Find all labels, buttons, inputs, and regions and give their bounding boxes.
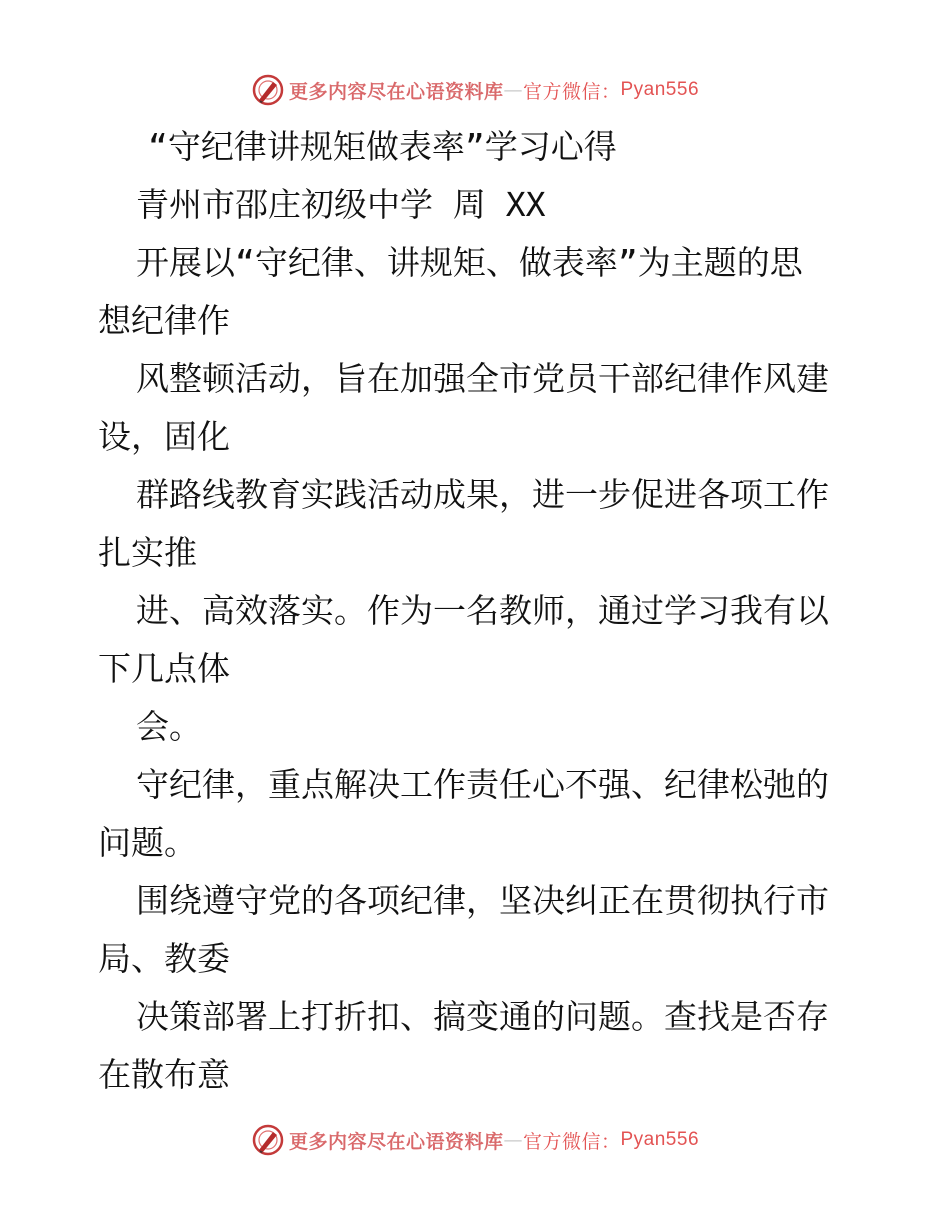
paragraph-line: 在散布意 [98,1055,230,1094]
paragraph-line: 进、高效落实。作为一名教师，通过学习我有以 [136,591,829,630]
paragraph-line: 想纪律作 [98,301,230,340]
banner-wechat-label: 官方微信： [522,80,621,103]
paragraph-line: 决策部署上打折扣、搞变通的问题。查找是否存 [136,997,829,1036]
banner-main-text: 更多内容尽在心语资料库 [288,1130,504,1153]
banner-wechat-id: Pyan556 [620,1129,700,1150]
document-author: 青州市邵庄初级中学 周 XX [136,185,546,224]
pen-logo-icon [251,1123,285,1157]
paragraph-line: 设，固化 [98,417,230,456]
paragraph-line: 开展以“守纪律、讲规矩、做表率”为主题的思 [136,243,803,282]
paragraph-line: 会。 [136,707,202,746]
paragraph-line: 围绕遵守党的各项纪律，坚决纠正在贯彻执行市 [136,881,829,920]
paragraph-line: 局、教委 [98,939,230,978]
banner-wechat-label: 官方微信： [522,1130,621,1153]
footer-banner[interactable] [0,1120,950,1160]
paragraph-line: 扎实推 [98,533,197,572]
paragraph-line: 风整顿活动，旨在加强全市党员干部纪律作风建 [136,359,829,398]
document-title: “守纪律讲规矩做表率”学习心得 [148,127,617,166]
header-banner[interactable] [0,70,950,110]
paragraph-line: 问题。 [98,823,197,862]
banner-separator: — [503,1129,523,1151]
document-body [98,118,858,1104]
pen-logo-icon [251,73,285,107]
paragraph-line: 守纪律，重点解决工作责任心不强、纪律松弛的 [136,765,829,804]
paragraph-line: 群路线教育实践活动成果，进一步促进各项工作 [136,475,829,514]
paragraph-line: 下几点体 [98,649,230,688]
banner-separator: — [503,79,523,101]
banner-wechat-id: Pyan556 [620,79,700,100]
banner-main-text: 更多内容尽在心语资料库 [288,80,504,103]
